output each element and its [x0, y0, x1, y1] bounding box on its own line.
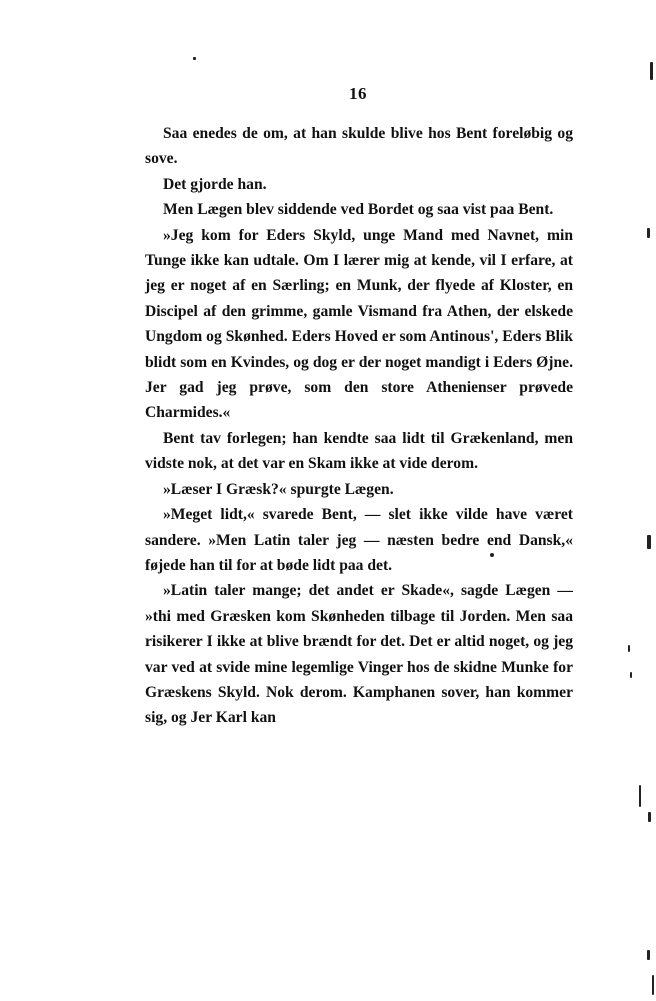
paragraph: Men Lægen blev siddende ved Bordet og saa vist paa Bent.	[163, 201, 554, 219]
paragraph: Bent tav forlegen; han kendte saa lidt til Grækenland, men vidste nok, at det var en Skam ikke at vide derom.	[145, 429, 573, 473]
edge-mark	[630, 672, 632, 678]
edge-mark	[639, 785, 641, 807]
edge-mark	[628, 645, 630, 652]
paragraph: »Latin taler mange; det andet er Skade«, sagde Lægen — »thi med Græsken kom Skønheden tilbage til Jorden. Men saa risikerer I ikke at blive brændt for det. Det er altid noget, og jeg var ved at svide mine legemlige Vinger hos de skidne Munke for Græskens Skyld. Nok derom. Kamphanen sover, han kommer sig, og Jer Karl kan	[145, 582, 573, 727]
paragraph: »Meget lidt,« svarede Bent, — slet ikke vilde have været sandere. »Men Latin taler jeg — næsten bedre end Dansk,« føjede han til for at bøde lidt paa det.	[145, 506, 573, 574]
scan-speck	[193, 57, 196, 60]
edge-mark	[647, 228, 650, 238]
edge-mark	[648, 812, 651, 822]
body-text	[145, 121, 573, 731]
paragraph: »Læser I Græsk?« spurgte Lægen.	[163, 480, 394, 498]
edge-mark	[652, 975, 654, 995]
paragraph: Det gjorde han.	[163, 175, 267, 193]
edge-mark	[647, 950, 650, 960]
edge-mark	[650, 62, 653, 80]
page-number: 16	[349, 84, 367, 103]
paragraph: »Jeg kom for Eders Skyld, unge Mand med Navnet, min Tunge ikke kan udtale. Om I lærer mig at kende, vil I erfare, at jeg er noget af en Særling; en Munk, der flyede af Kloster, en Discipel af den grimme, gamle Vismand fra Athen, der elskede Ungdom og Skønhed. Eders Hoved er som Antinous', Eders Blik blidt som en Kvindes, og dog er der noget mandigt i Eders Øjne. Jer gad jeg prøve, som den store Athenienser prøvede Charmides.«	[145, 226, 573, 422]
scan-speck	[490, 553, 494, 557]
paragraph: Saa enedes de om, at han skulde blive hos Bent foreløbig og sove.	[145, 125, 573, 168]
edge-mark	[647, 535, 651, 549]
